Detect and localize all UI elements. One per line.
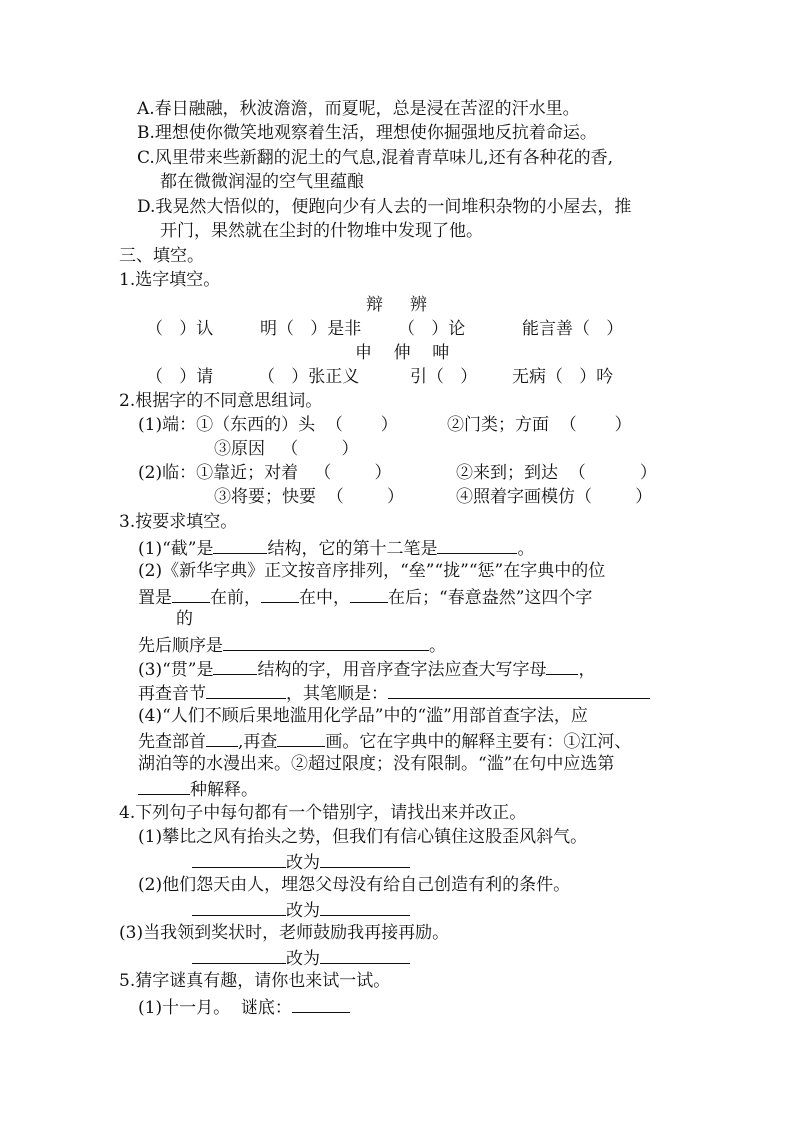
q3-part4-line3: 湖泊等的水漫出来。②超过限度；没有限制。“滥”在句中应选第 bbox=[138, 754, 615, 774]
q4-fix-3 bbox=[192, 946, 410, 970]
text: (1)十一月。 谜底： bbox=[138, 998, 292, 1018]
text: 置是 bbox=[138, 588, 172, 608]
text: 。 bbox=[517, 539, 535, 559]
q1-row2-chars: 申 伸 呻 bbox=[355, 343, 450, 363]
text: 种解释。 bbox=[190, 780, 258, 800]
text: 结构，它的第十二笔是 bbox=[267, 539, 438, 559]
q3-part2-line3 bbox=[138, 633, 446, 657]
q3-part1 bbox=[138, 536, 534, 560]
q3-part4-line2 bbox=[138, 729, 631, 753]
text: 先后顺序是 bbox=[138, 636, 223, 656]
answer-blank[interactable] bbox=[292, 995, 350, 1013]
q2-line[interactable]: (2)临：①靠近；对着 （ ） bbox=[138, 463, 392, 483]
q1-row1-item[interactable]: （ ）认 bbox=[146, 319, 214, 339]
text: 。 bbox=[429, 636, 446, 656]
answer-blank[interactable] bbox=[546, 657, 578, 675]
q2-line[interactable]: ②来到；到达 （ ） bbox=[456, 463, 657, 483]
text: 在后；“春意盎然”这四个字 bbox=[388, 588, 593, 608]
q4-fix-1 bbox=[192, 850, 410, 874]
q4-title: 4.下列句子中每句都有一个错别字，请找出来并改正。 bbox=[119, 803, 527, 823]
answer-blank[interactable] bbox=[206, 729, 238, 747]
q4-sentence-3: (3)当我领到奖状时，老师鼓励我再接再励。 bbox=[119, 923, 450, 943]
text: 在前， bbox=[210, 588, 261, 608]
q3-part2-wrap: 的 bbox=[176, 609, 193, 629]
q1-row2-item[interactable]: 引（ ） bbox=[410, 367, 478, 387]
q1-row1-item[interactable]: 明（ ）是非 bbox=[260, 319, 362, 339]
q3-part3-line1 bbox=[138, 657, 595, 681]
answer-blank[interactable] bbox=[138, 777, 190, 795]
answer-blank[interactable] bbox=[192, 850, 286, 868]
q3-part4-line4 bbox=[138, 777, 258, 801]
answer-blank[interactable] bbox=[388, 681, 650, 699]
answer-blank[interactable] bbox=[261, 585, 299, 603]
answer-blank[interactable] bbox=[320, 850, 410, 868]
option-b: B.理想使你微笑地观察着生活，理想使你掘强地反抗着命运。 bbox=[137, 123, 597, 143]
q1-row1-item[interactable]: （ ）论 bbox=[398, 319, 466, 339]
q3-part4-line1: (4)“人们不顾后果地滥用化学品”中的“滥”用部首查字法，应 bbox=[138, 706, 588, 726]
section-title: 三、填空。 bbox=[119, 246, 204, 266]
text: 结构的字，用音序查字法应查大写字母 bbox=[257, 660, 547, 680]
text: 改为 bbox=[286, 853, 320, 873]
option-d-line1: D.我晃然大悟似的，便跑向少有人去的一间堆积杂物的小屋去，推 bbox=[137, 197, 632, 217]
answer-blank[interactable] bbox=[437, 536, 517, 554]
q5-title: 5.猜字谜真有趣，请你也来试一试。 bbox=[119, 971, 391, 991]
q3-title: 3.按要求填空。 bbox=[119, 512, 238, 532]
q4-sentence-2: (2)他们怨天由人，埋怨父母没有给自己创造有利的条件。 bbox=[138, 875, 571, 895]
q2-line[interactable]: ③将要；快要 （ ） bbox=[214, 487, 405, 507]
q4-sentence-1: (1)攀比之风有抬头之势，但我们有信心镇住这股歪风斜气。 bbox=[138, 827, 588, 847]
q1-row1-chars: 辩 辨 bbox=[366, 295, 428, 315]
answer-blank[interactable] bbox=[277, 729, 325, 747]
answer-blank[interactable] bbox=[350, 585, 388, 603]
q1-row2-item[interactable]: 无病（ ）吟 bbox=[512, 367, 614, 387]
answer-blank[interactable] bbox=[192, 898, 286, 916]
option-c-line1: C.风里带来些新翻的泥土的气息,混着青草味儿,还有各种花的香, bbox=[137, 148, 614, 168]
text: (1)“截”是 bbox=[138, 539, 214, 559]
option-d-line2: 开门，果然就在尘封的什物堆中发现了他。 bbox=[160, 221, 483, 241]
text: 再查音节 bbox=[138, 684, 206, 704]
text: 改为 bbox=[286, 901, 320, 921]
answer-blank[interactable] bbox=[213, 536, 267, 554]
answer-blank[interactable] bbox=[206, 681, 286, 699]
option-a: A.春日融融，秋波澹澹，而夏呢，总是浸在苦涩的汗水里。 bbox=[137, 99, 580, 119]
q1-row1-item[interactable]: 能言善（ ） bbox=[522, 319, 624, 339]
text: 画。它在字典中的解释主要有：①江河、 bbox=[325, 732, 632, 752]
q1-title: 1.选字填空。 bbox=[119, 270, 221, 290]
text: 改为 bbox=[286, 949, 320, 969]
q3-part3-line2 bbox=[138, 681, 650, 705]
text: ，其笔顺是： bbox=[286, 684, 388, 704]
q1-row2-item[interactable]: （ ）张正义 bbox=[258, 367, 360, 387]
answer-blank[interactable] bbox=[172, 585, 210, 603]
text: 先查部首 bbox=[138, 732, 206, 752]
q2-line[interactable]: ③原因 （ ） bbox=[214, 439, 359, 459]
text: ， bbox=[578, 660, 596, 680]
answer-blank[interactable] bbox=[192, 946, 286, 964]
answer-blank[interactable] bbox=[320, 898, 410, 916]
q5-riddle-1 bbox=[138, 995, 350, 1019]
answer-blank[interactable] bbox=[213, 657, 257, 675]
q2-line[interactable]: (1)端：①（东西的）头 （ ） bbox=[138, 415, 398, 435]
text: 在中， bbox=[299, 588, 350, 608]
q2-line[interactable]: ②门类；方面 （ ） bbox=[447, 415, 632, 435]
option-c-line2: 都在微微润湿的空气里蕴酿 bbox=[160, 172, 364, 192]
answer-blank[interactable] bbox=[320, 946, 410, 964]
answer-blank[interactable] bbox=[223, 633, 429, 651]
text: ,再查 bbox=[238, 732, 278, 752]
q2-line[interactable]: ④照着字画模仿（ ） bbox=[456, 487, 653, 507]
q3-part2-line1: (2)《新华字典》正文按音序排列，“垒”“拢”“惩”在字典中的位 bbox=[138, 561, 606, 581]
q3-part2-line2 bbox=[138, 585, 592, 609]
q1-row2-item[interactable]: （ ）请 bbox=[146, 367, 214, 387]
q4-fix-2 bbox=[192, 898, 410, 922]
text: (3)“贯”是 bbox=[138, 660, 214, 680]
q2-title: 2.根据字的不同意思组词。 bbox=[119, 391, 323, 411]
